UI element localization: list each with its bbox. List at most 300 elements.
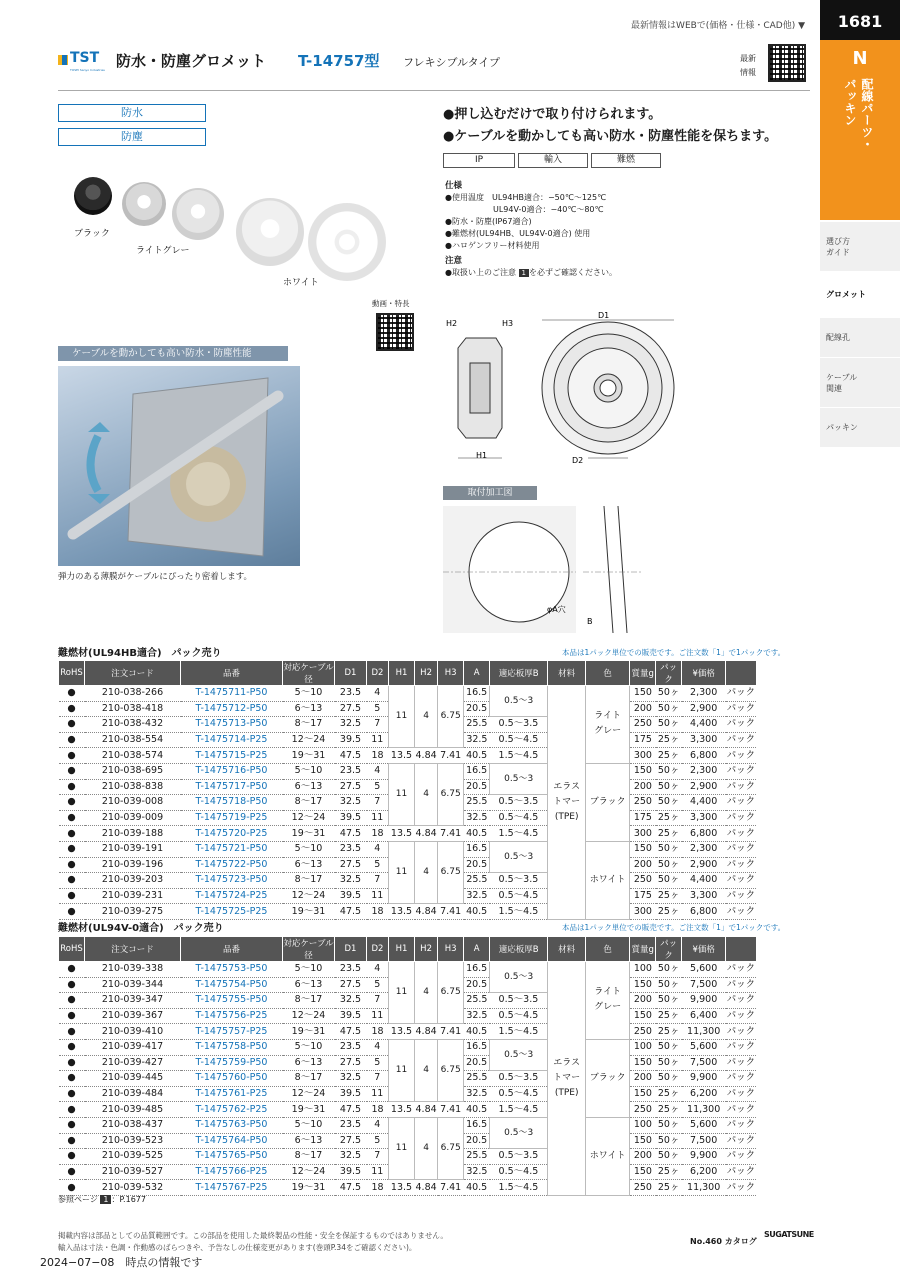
table-cell: T-1475754-P50 [181, 977, 283, 993]
table-cell: 40.5 [464, 1102, 490, 1118]
table-cell: 4 [367, 841, 389, 857]
table-cell: パック [726, 779, 757, 795]
table-cell: 32.5 [335, 1071, 367, 1087]
shared-dim: 4.84 [415, 904, 438, 920]
table-cell: 23.5 [335, 1117, 367, 1133]
section-title: 配線パーツ・ [860, 78, 874, 150]
shared-dim: 6.75 [438, 1039, 464, 1101]
section-title-2: パッキン [843, 78, 857, 126]
col-header: 注文コード [85, 661, 181, 686]
col-header: H3 [438, 937, 464, 962]
table-cell: 16.5 [464, 1039, 490, 1055]
thickness: 0.5〜3.5 [490, 1071, 548, 1087]
table-cell: 40.5 [464, 904, 490, 920]
dim-d2-label: D2 [572, 456, 584, 465]
table-cell: 5,600 [682, 1039, 726, 1055]
nav-packing[interactable]: パッキン [820, 408, 900, 448]
table-cell: 50ヶ [656, 841, 682, 857]
table1-note: 本品は1パック単位での販売です。ご注文数「1」で1パックです。 [562, 648, 786, 657]
nav-guide[interactable]: 選び方 ガイド [820, 222, 900, 272]
table-cell: 6〜13 [283, 701, 335, 717]
table-cell: 150 [630, 977, 656, 993]
page-number: 1681 [820, 0, 900, 40]
table-cell: T-1475720-P25 [181, 826, 283, 842]
table-cell: 4 [367, 1117, 389, 1133]
table-cell: ● [59, 795, 85, 811]
table-cell: 5,600 [682, 1117, 726, 1133]
table-cell: T-1475723-P50 [181, 873, 283, 889]
product-model: T-14757型 [298, 52, 380, 70]
thickness: 1.5〜4.5 [490, 1024, 548, 1040]
table-cell: 5〜10 [283, 686, 335, 702]
table-cell: 150 [630, 1164, 656, 1180]
table-cell: 175 [630, 810, 656, 826]
table-cell: 4 [367, 686, 389, 702]
table-cell: ● [59, 857, 85, 873]
table-cell: ● [59, 993, 85, 1009]
table-cell: 2,300 [682, 841, 726, 857]
catalog-number: No.460 カタログ [690, 1237, 757, 1246]
table-cell: ● [59, 732, 85, 748]
col-header: H1 [389, 937, 415, 962]
table-cell: 20.5 [464, 1133, 490, 1149]
col-header: パック [656, 937, 682, 962]
table-row [59, 1039, 757, 1055]
table-cell: パック [726, 1164, 757, 1180]
table-cell: 8〜17 [283, 795, 335, 811]
color-cell: ライト グレー [586, 962, 630, 1040]
color-label-lightgray: ライトグレー [136, 246, 190, 256]
table-cell: パック [726, 873, 757, 889]
table-cell: 210-038-574 [85, 748, 181, 764]
table-cell: 210-038-554 [85, 732, 181, 748]
table-cell: 5 [367, 779, 389, 795]
table-cell: 210-039-523 [85, 1133, 181, 1149]
table-cell: 4 [367, 1039, 389, 1055]
col-header: 色 [586, 661, 630, 686]
table-cell: T-1475716-P50 [181, 763, 283, 779]
shared-dim: 4 [415, 1117, 438, 1179]
table-cell: 47.5 [335, 1180, 367, 1196]
col-header: 対応ケーブル径 [283, 937, 335, 962]
col-header: A [464, 661, 490, 686]
table-cell: 11 [367, 1086, 389, 1102]
table2-title: 難燃材(UL94V-0適合) パック売り [58, 923, 224, 934]
table-cell: 47.5 [335, 904, 367, 920]
table-cell: 210-039-347 [85, 993, 181, 1009]
table-cell: パック [726, 888, 757, 904]
material: エラス トマー (TPE) [548, 962, 586, 1196]
table-cell: 7,500 [682, 1055, 726, 1071]
table-cell: 6,200 [682, 1164, 726, 1180]
thickness: 0.5〜3.5 [490, 993, 548, 1009]
table-cell: 250 [630, 873, 656, 889]
table-cell: 19〜31 [283, 1180, 335, 1196]
shared-dim: 4.84 [415, 1024, 438, 1040]
table-row [59, 1117, 757, 1133]
table-cell: 19〜31 [283, 904, 335, 920]
tag-dustproof: 防塵 [58, 128, 206, 146]
thickness: 0.5〜4.5 [490, 1008, 548, 1024]
grommet-white-large-image [308, 203, 386, 281]
col-header: D1 [335, 661, 367, 686]
table-cell: ● [59, 1024, 85, 1040]
table-cell: パック [726, 993, 757, 1009]
table-cell: 300 [630, 904, 656, 920]
table-cell: 5〜10 [283, 962, 335, 978]
table-cell: T-1475759-P50 [181, 1055, 283, 1071]
table-cell: ● [59, 763, 85, 779]
table-cell: パック [726, 962, 757, 978]
price-table-hb [58, 660, 757, 920]
table-cell: 210-038-838 [85, 779, 181, 795]
table-cell: 5 [367, 857, 389, 873]
thickness: 0.5〜4.5 [490, 888, 548, 904]
table-cell: 50ヶ [656, 1149, 682, 1165]
table-cell: 12〜24 [283, 1164, 335, 1180]
table-row [59, 826, 757, 842]
thickness: 0.5〜3.5 [490, 795, 548, 811]
thickness: 0.5〜4.5 [490, 810, 548, 826]
table-cell: T-1475762-P25 [181, 1102, 283, 1118]
table-cell: 23.5 [335, 1039, 367, 1055]
table-row [59, 1102, 757, 1118]
table-cell: パック [726, 1086, 757, 1102]
thickness: 0.5〜3 [490, 686, 548, 717]
price-table-v0 [58, 936, 757, 1196]
thickness: 1.5〜4.5 [490, 1180, 548, 1196]
table-cell: ● [59, 748, 85, 764]
color-label-white: ホワイト [283, 278, 319, 288]
grommet-black-image [74, 177, 112, 215]
table-cell: 9,900 [682, 993, 726, 1009]
photo-caption: ケーブルを動かしても高い防水・防塵性能 [58, 346, 288, 361]
table-cell: 40.5 [464, 1024, 490, 1040]
table-cell: 250 [630, 1102, 656, 1118]
thickness: 1.5〜4.5 [490, 904, 548, 920]
table-cell: 16.5 [464, 763, 490, 779]
shared-dim: 4.84 [415, 1102, 438, 1118]
table-cell: ● [59, 810, 85, 826]
col-header: 材料 [548, 937, 586, 962]
table-cell: ● [59, 1071, 85, 1087]
table-cell: パック [726, 857, 757, 873]
table-cell: T-1475765-P50 [181, 1149, 283, 1165]
table-cell: 8〜17 [283, 993, 335, 1009]
table-cell: 27.5 [335, 857, 367, 873]
table-cell: 50ヶ [656, 993, 682, 1009]
table-cell: パック [726, 1024, 757, 1040]
table-cell: 25ヶ [656, 732, 682, 748]
table-cell: 27.5 [335, 1055, 367, 1071]
table-cell: 23.5 [335, 841, 367, 857]
table-cell: 50ヶ [656, 686, 682, 702]
table-cell: 210-039-445 [85, 1071, 181, 1087]
install-drawing [443, 506, 810, 634]
table1-title: 難燃材(UL94HB適合) パック売り [58, 648, 222, 659]
table-cell: ● [59, 904, 85, 920]
col-header [726, 661, 757, 686]
table-cell: 8〜17 [283, 873, 335, 889]
nav-cable[interactable]: ケーブル 関連 [820, 358, 900, 408]
table-cell: T-1475760-P50 [181, 1071, 283, 1087]
table-cell: 20.5 [464, 701, 490, 717]
table-cell: 210-038-437 [85, 1117, 181, 1133]
table-cell: 100 [630, 962, 656, 978]
bullet-1: ●押し込むだけで取り付けられます。 [443, 107, 662, 122]
shared-dim: 4.84 [415, 1180, 438, 1196]
table-cell: 12〜24 [283, 888, 335, 904]
shared-dim: 13.5 [389, 826, 415, 842]
table-cell: パック [726, 732, 757, 748]
table-cell: 250 [630, 1180, 656, 1196]
table-cell: パック [726, 977, 757, 993]
col-header: 対応ケーブル径 [283, 661, 335, 686]
table-cell: 5 [367, 977, 389, 993]
table-cell: 7 [367, 993, 389, 1009]
table-cell: 12〜24 [283, 1008, 335, 1024]
qr-code-latest[interactable] [768, 44, 806, 82]
dimension-drawing [440, 308, 680, 468]
footer-notes: 掲載内容は部品としての品質範囲です。この部品を使用した最終製品の性能・安全を保証するものではありません。 輸入品は寸法・色調・作動感のばらつきや、予告なしの仕様変更があります(巻頭P.34をご確認ください)。 [58, 1231, 448, 1252]
table-cell: T-1475755-P50 [181, 993, 283, 1009]
table-cell: T-1475766-P25 [181, 1164, 283, 1180]
table-cell: 12〜24 [283, 732, 335, 748]
shared-dim: 13.5 [389, 1024, 415, 1040]
thickness: 0.5〜3.5 [490, 717, 548, 733]
thickness: 0.5〜3.5 [490, 1149, 548, 1165]
table-cell: 6〜13 [283, 1133, 335, 1149]
photo-note: 弾力のある薄膜がケーブルにぴったり密着します。 [58, 572, 253, 582]
table-cell: 210-039-338 [85, 962, 181, 978]
table-cell: 150 [630, 1008, 656, 1024]
table-cell: T-1475753-P50 [181, 962, 283, 978]
table-cell: 175 [630, 888, 656, 904]
table-cell: 20.5 [464, 1055, 490, 1071]
table-cell: 16.5 [464, 686, 490, 702]
table-cell: 6〜13 [283, 857, 335, 873]
nav-cable-hole[interactable]: 配線孔 [820, 318, 900, 358]
brand-sub: TOSEI Sanyo Industries [70, 68, 105, 72]
table-cell: 39.5 [335, 810, 367, 826]
table-cell: 50ヶ [656, 1133, 682, 1149]
thickness: 0.5〜3.5 [490, 873, 548, 889]
table-cell: ● [59, 962, 85, 978]
table-cell: ● [59, 873, 85, 889]
table-cell: ● [59, 977, 85, 993]
table-cell: 11 [367, 888, 389, 904]
table-cell: 32.5 [464, 888, 490, 904]
table-cell: 32.5 [335, 873, 367, 889]
col-header: D2 [367, 661, 389, 686]
table-row [59, 904, 757, 920]
shared-dim: 7.41 [438, 1024, 464, 1040]
table-cell: T-1475758-P50 [181, 1039, 283, 1055]
table-cell: 50ヶ [656, 977, 682, 993]
table-cell: 25ヶ [656, 904, 682, 920]
table-cell: T-1475756-P25 [181, 1008, 283, 1024]
table-cell: T-1475713-P50 [181, 717, 283, 733]
table-cell: ● [59, 841, 85, 857]
shared-dim: 7.41 [438, 748, 464, 764]
table-cell: 150 [630, 686, 656, 702]
table-cell: 2,300 [682, 686, 726, 702]
table-cell: 50ヶ [656, 857, 682, 873]
table-cell: 150 [630, 763, 656, 779]
table-cell: パック [726, 748, 757, 764]
table-cell: 50ヶ [656, 779, 682, 795]
qr-code-video[interactable] [376, 313, 414, 351]
table-cell: 5〜10 [283, 1039, 335, 1055]
table-cell: 11,300 [682, 1102, 726, 1118]
table-cell: 300 [630, 826, 656, 842]
table-cell: 32.5 [335, 993, 367, 1009]
table-cell: 50ヶ [656, 873, 682, 889]
usage-photo-drawing [58, 366, 300, 566]
table-cell: 11 [367, 1164, 389, 1180]
table-cell: ● [59, 717, 85, 733]
col-header: H2 [415, 661, 438, 686]
table-cell: 5〜10 [283, 1117, 335, 1133]
table-cell: 2,900 [682, 779, 726, 795]
shared-dim: 6.75 [438, 841, 464, 903]
table-cell: 25.5 [464, 873, 490, 889]
table-cell: 23.5 [335, 686, 367, 702]
table-cell: 32.5 [335, 717, 367, 733]
col-header: 適応板厚B [490, 661, 548, 686]
col-header: RoHS [59, 661, 85, 686]
color-cell: ホワイト [586, 1117, 630, 1195]
table-cell: 150 [630, 1055, 656, 1071]
table-cell: パック [726, 904, 757, 920]
shared-dim: 13.5 [389, 1102, 415, 1118]
table-cell: パック [726, 1133, 757, 1149]
table-cell: 210-039-527 [85, 1164, 181, 1180]
sidebar [820, 0, 900, 1272]
table-cell: T-1475711-P50 [181, 686, 283, 702]
table-cell: 23.5 [335, 962, 367, 978]
color-cell: ブラック [586, 763, 630, 841]
brand-name: TST [70, 50, 100, 66]
table-cell: 11 [367, 810, 389, 826]
table-cell: 32.5 [464, 1008, 490, 1024]
shared-dim: 7.41 [438, 826, 464, 842]
table-cell: 150 [630, 841, 656, 857]
table-cell: ● [59, 1117, 85, 1133]
table-cell: ● [59, 826, 85, 842]
table-cell: パック [726, 810, 757, 826]
table-cell: ● [59, 1086, 85, 1102]
table-cell: 210-039-275 [85, 904, 181, 920]
table-cell: 12〜24 [283, 1086, 335, 1102]
ref-page: 参照ページ 1 ：P.1677 [58, 1195, 146, 1204]
table-cell: 27.5 [335, 977, 367, 993]
col-header: A [464, 937, 490, 962]
table-cell: 27.5 [335, 701, 367, 717]
table-cell: 16.5 [464, 1117, 490, 1133]
table-cell: 200 [630, 857, 656, 873]
table-cell: 32.5 [464, 1086, 490, 1102]
dim-d1-label: D1 [598, 311, 610, 320]
shared-dim: 13.5 [389, 904, 415, 920]
table-cell: 25ヶ [656, 1024, 682, 1040]
table-cell: 25ヶ [656, 1102, 682, 1118]
table-cell: パック [726, 1117, 757, 1133]
table-cell: 11,300 [682, 1024, 726, 1040]
table-cell: 210-039-417 [85, 1039, 181, 1055]
web-info-note: 最新情報はWEBで(価格・仕様・CAD他) ▼ [631, 21, 805, 31]
table-cell: 19〜31 [283, 748, 335, 764]
table-cell: 20.5 [464, 977, 490, 993]
page-header [58, 50, 818, 90]
table-cell: 47.5 [335, 748, 367, 764]
table-cell: 6,200 [682, 1086, 726, 1102]
table-cell: 20.5 [464, 857, 490, 873]
col-header: パック [656, 661, 682, 686]
table-cell: 50ヶ [656, 962, 682, 978]
table-cell: 3,300 [682, 810, 726, 826]
material: エラス トマー (TPE) [548, 686, 586, 920]
table-cell: 16.5 [464, 841, 490, 857]
table-cell: 32.5 [464, 732, 490, 748]
product-type: フレキシブルタイプ [403, 56, 501, 69]
col-header: H3 [438, 661, 464, 686]
col-header: 注文コード [85, 937, 181, 962]
thickness: 0.5〜4.5 [490, 1086, 548, 1102]
table-row [59, 1024, 757, 1040]
table-cell: パック [726, 841, 757, 857]
dim-h3-label: H3 [502, 319, 514, 328]
table-cell: 2,900 [682, 701, 726, 717]
table-cell: 18 [367, 1102, 389, 1118]
shared-dim: 11 [389, 686, 415, 748]
shared-dim: 6.75 [438, 1117, 464, 1179]
nav-grommet[interactable]: グロメット [820, 272, 900, 318]
table-cell: 4,400 [682, 717, 726, 733]
table-cell: T-1475717-P50 [181, 779, 283, 795]
table-cell: パック [726, 717, 757, 733]
table-cell: 25ヶ [656, 810, 682, 826]
table-cell: 27.5 [335, 779, 367, 795]
table-cell: 5〜10 [283, 841, 335, 857]
col-header: 色 [586, 937, 630, 962]
shared-dim: 4 [415, 686, 438, 748]
table-cell: 210-039-427 [85, 1055, 181, 1071]
table-cell: T-1475761-P25 [181, 1086, 283, 1102]
table-cell: 25.5 [464, 993, 490, 1009]
table-cell: 40.5 [464, 748, 490, 764]
table-cell: 7 [367, 873, 389, 889]
table-cell: 9,900 [682, 1149, 726, 1165]
table-cell: T-1475757-P25 [181, 1024, 283, 1040]
col-header [726, 937, 757, 962]
table-cell: T-1475763-P50 [181, 1117, 283, 1133]
install-b-label: B [587, 617, 593, 626]
table-cell: 50ヶ [656, 795, 682, 811]
color-cell: ライト グレー [586, 686, 630, 764]
table-cell: 50ヶ [656, 1039, 682, 1055]
feature-ip: IP [443, 153, 515, 168]
tag-waterproof: 防水 [58, 104, 206, 122]
thickness: 1.5〜4.5 [490, 748, 548, 764]
table-cell: 18 [367, 1180, 389, 1196]
table-cell: 39.5 [335, 1164, 367, 1180]
table-cell: 210-039-525 [85, 1149, 181, 1165]
table-cell: パック [726, 1149, 757, 1165]
table-cell: 210-039-196 [85, 857, 181, 873]
table-cell: 4 [367, 763, 389, 779]
table-cell: パック [726, 1008, 757, 1024]
